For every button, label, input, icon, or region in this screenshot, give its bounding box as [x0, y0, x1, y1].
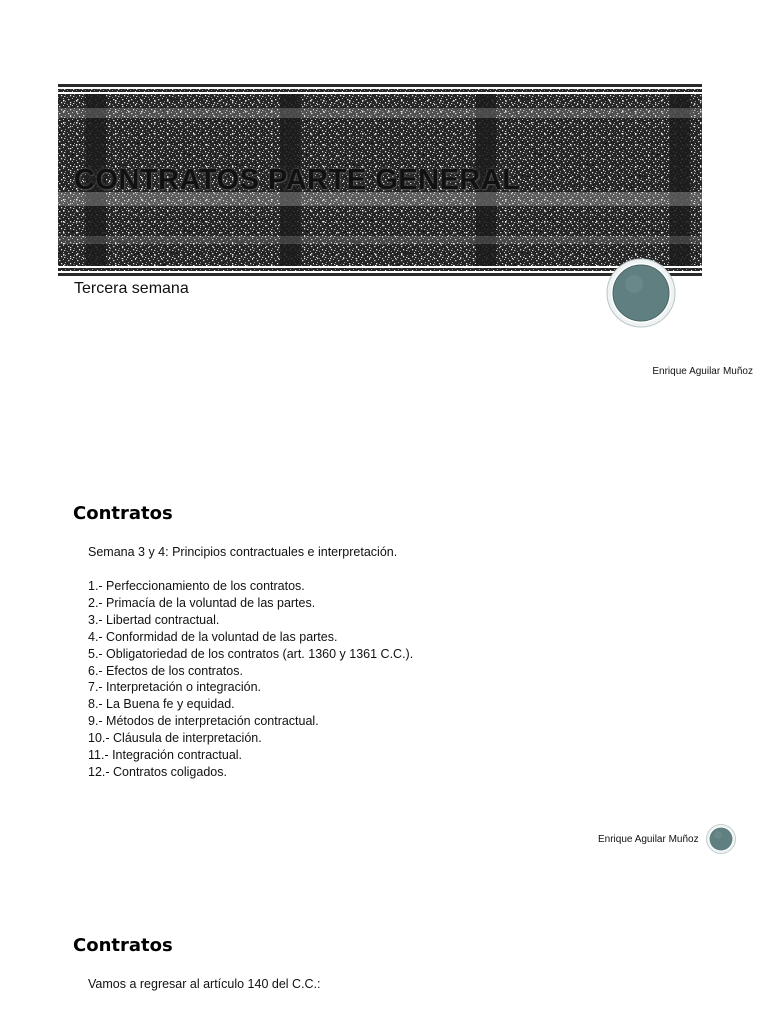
slide-footer: [598, 824, 736, 854]
presentation-title: CONTRATOS PARTE GENERAL: [74, 164, 521, 196]
list-item: 11.- Integración contractual.: [88, 748, 243, 763]
list-item: 10.- Cláusula de interpretación.: [88, 731, 262, 746]
list-item: 12.- Contratos coligados.: [88, 764, 227, 779]
title-banner: [58, 84, 702, 276]
list-item: 7.- Interpretación o integración.: [88, 680, 262, 695]
list-item: 9.- Métodos de interpretación contractual.: [88, 714, 319, 729]
list-item: 8.- La Buena fe y equidad.: [88, 697, 235, 712]
section-heading: Contratos: [73, 935, 173, 956]
list-item: 6.- Efectos de los contratos.: [88, 663, 243, 678]
list-item: 3.- Libertad contractual.: [88, 612, 220, 627]
list-item: 2.- Primacía de la voluntad de las partes.: [88, 595, 316, 610]
presentation-subtitle: Tercera semana: [74, 280, 189, 297]
section-intro: Semana 3 y 4: Principios contractuales e interpretación.: [88, 545, 398, 559]
decorative-circle-emblem: [706, 824, 736, 854]
list-item: 4.- Conformidad de la voluntad de las partes.: [88, 629, 338, 644]
section-intro: Vamos a regresar al artículo 140 del C.C.:: [88, 977, 321, 991]
list-item: 5.- Obligatoriedad de los contratos (art. 1360 y 1361 C.C.).: [88, 646, 414, 661]
decorative-circle-emblem: [606, 258, 676, 328]
section-heading: Contratos: [73, 503, 173, 524]
author-name: Enrique Aguilar Muñoz: [652, 366, 753, 377]
author-name: Enrique Aguilar Muñoz: [598, 833, 699, 845]
topic-list: [88, 578, 413, 781]
list-item: 1.- Perfeccionamiento de los contratos.: [88, 579, 305, 593]
